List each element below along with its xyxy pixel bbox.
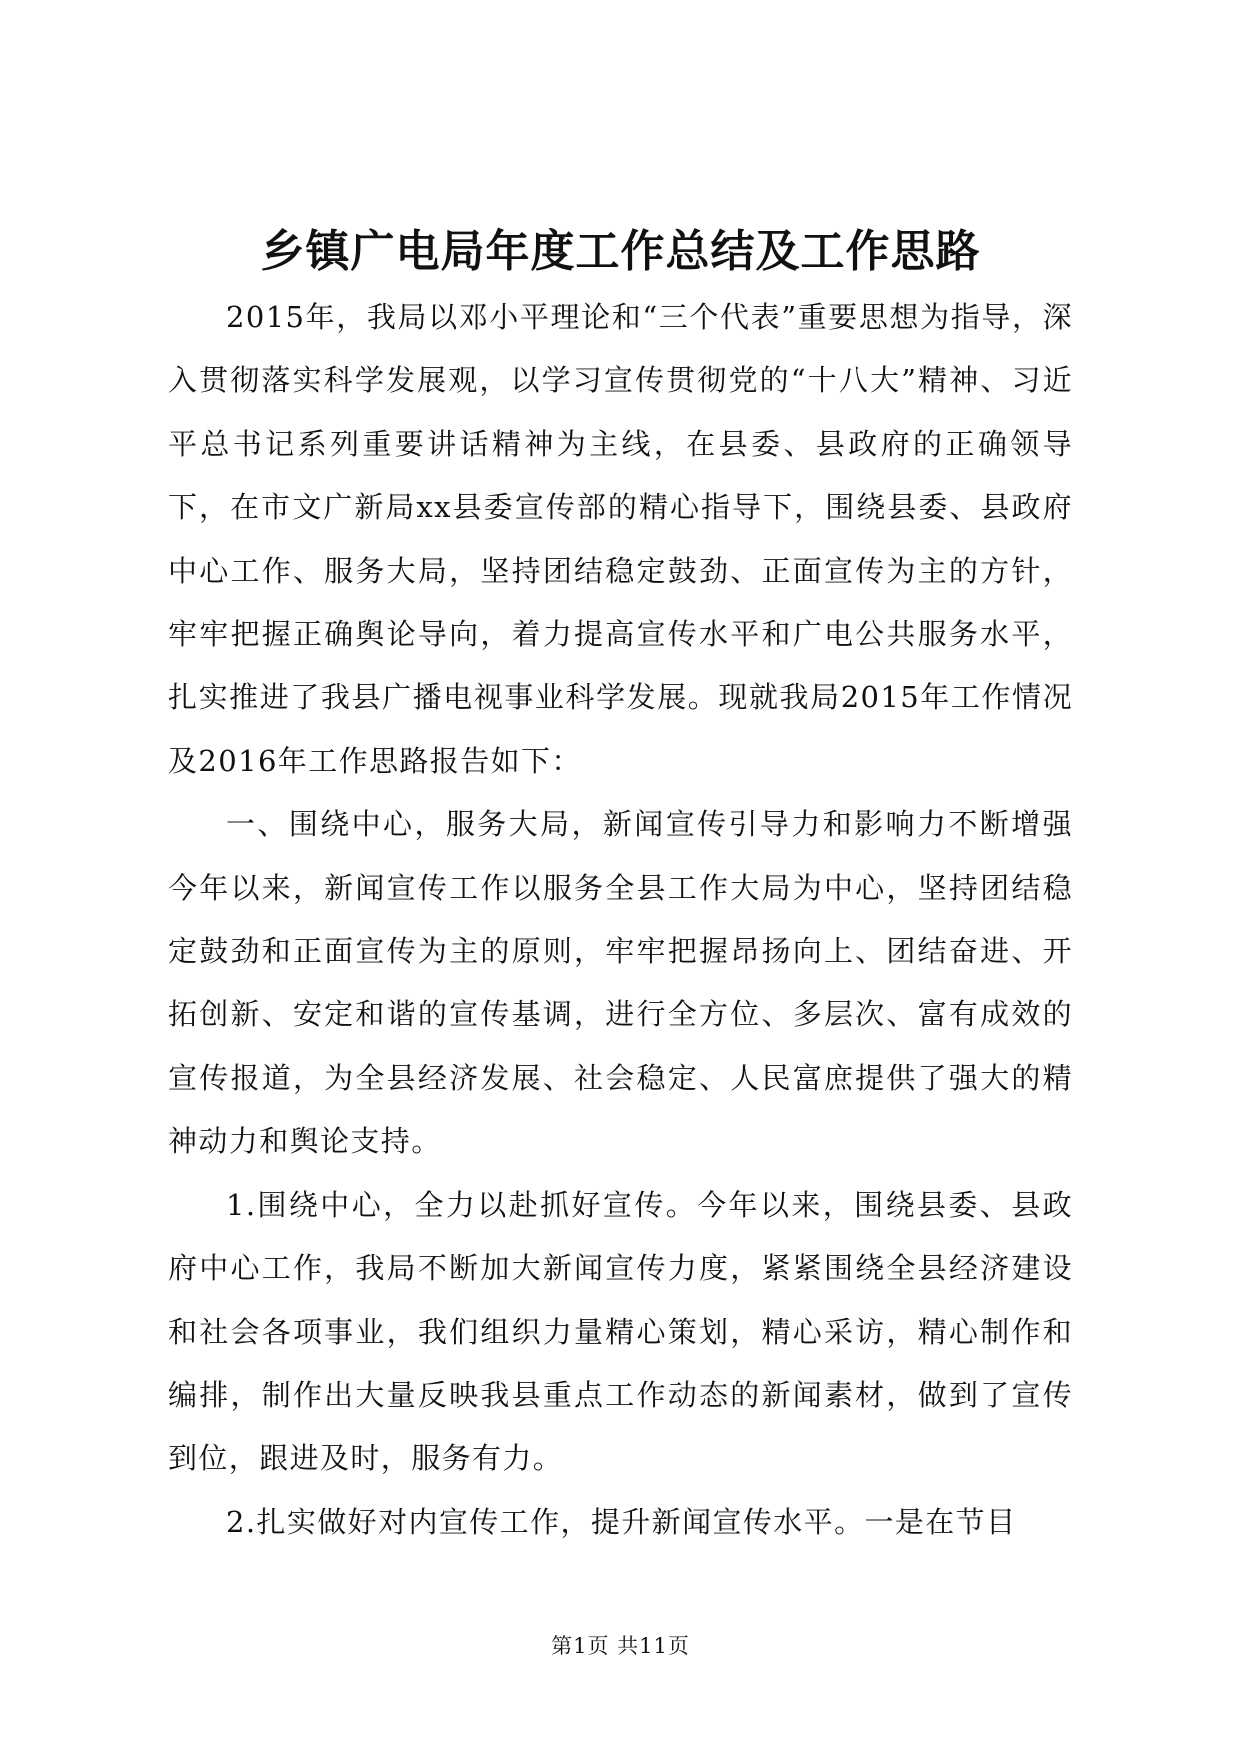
paragraph-section-1: 一、围绕中心，服务大局，新闻宣传引导力和影响力不断增强今年以来，新闻宣传工作以服务全县工作大局为中心，坚持团结稳定鼓劲和正面宣传为主的原则，牢牢把握昂扬向上、团结奋进、开拓创新、安定和谐的宣传基调，进行全方位、多层次、富有成效的宣传报道，为全县经济发展、社会稳定、人民富庶提供了强大的精神动力和舆论支持。 <box>168 807 1073 1159</box>
document-title: 乡镇广电局年度工作总结及工作思路 <box>260 226 981 277</box>
paragraph-intro: 2015年，我局以邓小平理论和“三个代表”重要思想为指导，深入贯彻落实科学发展观，以学习宣传贯彻党的“十八大”精神、习近平总书记系列重要讲话精神为主线，在县委、县政府的正确领导下，在市文广新局xx县委宣传部的精心指导下，围绕县委、县政府中心工作、服务大局，坚持团结稳定鼓劲、正面宣传为主的方针，牢牢把握正确舆论导向，着力提高宣传水平和广电公共服务水平，扎实推进了我县广播电视事业科学发展。现就我局2015年工作情况及2016年工作思路报告如下： <box>168 300 1073 778</box>
paragraph-item-1: 1.围绕中心，全力以赴抓好宣传。今年以来，围绕县委、县政府中心工作，我局不断加大新闻宣传力度，紧紧围绕全县经济建设和社会各项事业，我们组织力量精心策划，精心采访，精心制作和编排，制作出大量反映我县重点工作动态的新闻素材，做到了宣传到位，跟进及时，服务有力。 <box>168 1187 1073 1476</box>
page-number-footer: 第1页 共11页 <box>551 1634 690 1658</box>
paragraph-item-2: 2.扎实做好对内宣传工作，提升新闻宣传水平。一是在节目 <box>226 1504 1017 1539</box>
document-body <box>168 286 1073 1554</box>
